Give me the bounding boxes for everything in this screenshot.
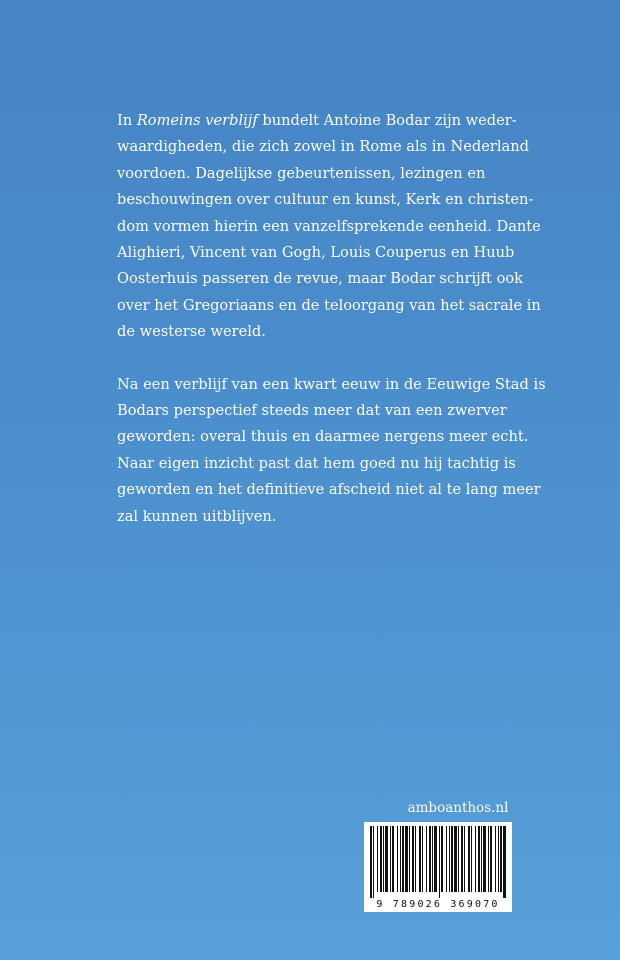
barcode-bar [451, 826, 453, 892]
barcode-bar [439, 826, 440, 898]
blurb-line: Alighieri, Vincent van Gogh, Louis Couperus en Huub [117, 244, 515, 262]
blurb-line-text: bundelt Antoine Bodar zijn weder- [257, 112, 517, 129]
book-title: Romeins verblijf [136, 112, 258, 129]
barcode-bar [377, 826, 378, 892]
barcode-bar [405, 826, 408, 892]
barcode-bar [458, 826, 459, 892]
publisher-url: amboanthos.nl [407, 800, 509, 816]
blurb-line [117, 108, 517, 134]
barcode-bar [500, 826, 502, 892]
blurb-line: zal kunnen uitblijven. [117, 507, 277, 525]
barcode-bar [415, 826, 416, 892]
barcode-bar [392, 826, 394, 892]
barcode-bar [434, 826, 437, 892]
barcode-bar [441, 826, 443, 892]
blurb-line: Oosterhuis passeren de revue, maar Bodar schrijft ook [117, 270, 523, 288]
barcode-bar [385, 826, 388, 892]
barcode-bar [454, 826, 457, 892]
blurb-line: geworden en het definitieve afscheid niet al te lang meer [117, 481, 541, 499]
barcode-bar [409, 826, 410, 892]
blurb-paragraph-2 [117, 372, 546, 530]
barcode-bar [481, 826, 482, 892]
blurb-line: dom vormen hierin een vanzelfsprekende eenheid. Dante [117, 217, 541, 235]
blurb-line: Na een verblijf van een kwart eeuw in de Eeuwige Stad is [117, 375, 546, 393]
blurb-line: Bodars perspectief steeds meer dat van een zwerver [117, 402, 507, 420]
back-cover-blurb [117, 108, 546, 556]
barcode-bar [478, 826, 480, 892]
barcode-bar [373, 826, 374, 898]
blurb-line: waardigheden, die zich zowel in Rome als in Nederland [117, 138, 529, 156]
barcode-bar [422, 826, 423, 892]
blurb-line: beschouwingen over cultuur en kunst, Kerk en christen- [117, 191, 534, 209]
barcode-bar [498, 826, 499, 892]
barcode-bar [383, 826, 384, 892]
isbn-number: 9 789026 369070 [376, 899, 500, 910]
barcode-bar [426, 826, 427, 892]
barcode-bar [429, 826, 431, 892]
barcode-bar [402, 826, 404, 892]
barcode-bar [490, 826, 492, 892]
barcode-bar [488, 826, 489, 892]
blurb-paragraph-1 [117, 108, 541, 346]
blurb-line: de westerse wereld. [117, 323, 266, 341]
barcode-bar [471, 826, 472, 892]
barcode-bar [397, 826, 398, 892]
barcode-bar [380, 826, 382, 892]
blurb-line: over het Gregoriaans en de teloorgang van het sacrale in [117, 296, 541, 314]
barcode-bar [412, 826, 414, 892]
blurb-line: Naar eigen inzicht past dat hem goed nu hij tachtig is [117, 454, 516, 472]
barcode-bar [461, 826, 463, 892]
barcode-bar [495, 826, 496, 892]
blurb-intro: In [117, 112, 137, 129]
barcode-bar [446, 826, 447, 892]
barcode-bar [475, 826, 476, 892]
barcode-bar [483, 826, 486, 892]
barcode-bar [432, 826, 433, 892]
blurb-line: voordoen. Dagelijkse gebeurtenissen, lezingen en [117, 164, 486, 182]
barcode-bar [449, 826, 450, 892]
isbn-barcode [364, 822, 512, 912]
barcode-bar [419, 826, 421, 892]
barcode-bar [468, 826, 470, 892]
barcode-bars [364, 822, 512, 898]
barcode-bar [390, 826, 391, 892]
barcode-bar [400, 826, 401, 892]
barcode-bar [464, 826, 465, 892]
barcode-bar [370, 826, 372, 898]
blurb-line: geworden: overal thuis en daarmee nergens meer echt. [117, 428, 529, 446]
barcode-bar [503, 826, 506, 898]
